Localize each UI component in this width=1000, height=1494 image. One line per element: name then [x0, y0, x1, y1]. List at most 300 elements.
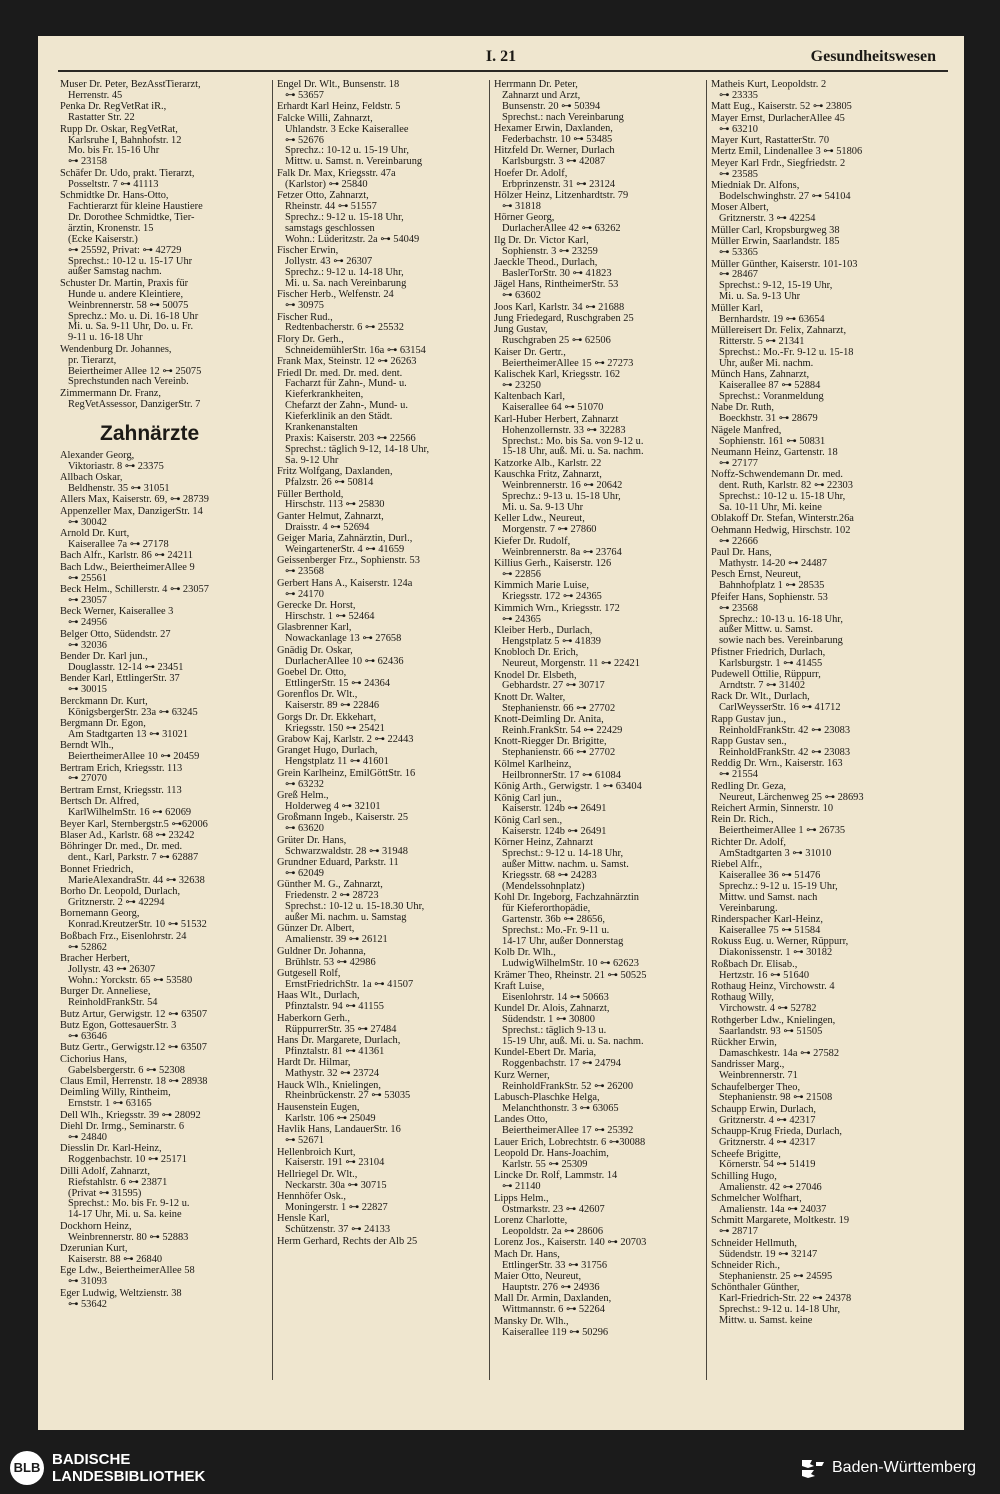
directory-entry: [494, 80, 702, 124]
entry-name: Kolb Dr. Wlh.,: [494, 947, 556, 959]
entry-name: Berndt Wlh.,: [60, 740, 114, 752]
entry-detail: ⊶ 53365: [719, 247, 758, 259]
entry-name: Ege Ldw., BeiertheimerAllee 58: [60, 1265, 195, 1277]
entry-name: Reichert Armin, Sinnerstr. 10: [711, 802, 834, 814]
entry-name: Geiger Maria, Zahnärztin, Durl.,: [277, 533, 413, 545]
entry-detail: Kieferkrankheiten,: [285, 389, 364, 401]
entry-detail: ⊶ 27177: [719, 457, 758, 469]
directory-entry: [494, 1238, 702, 1249]
entry-name: Haas Wlt., Durlach,: [277, 990, 360, 1002]
entry-detail: Wohn.: Yorckstr. 65 ⊶ 53580: [68, 974, 193, 986]
entry-name: Riebel Alfr.,: [711, 858, 763, 870]
directory-entry: [711, 593, 919, 648]
entry-name: Kundel Dr. Alois, Zahnarzt,: [494, 1003, 610, 1015]
entry-name: Killius Gerh., Kaiserstr. 126: [494, 557, 612, 569]
directory-entry: [60, 1088, 268, 1110]
directory-entry: [60, 451, 268, 473]
directory-entry: [277, 690, 485, 712]
entry-detail: Stephanienstr. 25 ⊶ 24595: [719, 1270, 833, 1282]
entry-detail: Kieferklinik an den Städt.: [285, 411, 393, 423]
entry-name: Fischer Rud.,: [277, 311, 333, 323]
directory-entry: [494, 1138, 702, 1149]
entry-detail: Mi. u. Sa. 9-13 Uhr: [502, 501, 584, 513]
directory-entry: [711, 993, 919, 1015]
entry-name: Fetzer Otto, Zahnarzt,: [277, 190, 369, 202]
entry-detail: Stephanienstr. 66 ⊶ 27702: [502, 702, 616, 714]
library-logo-icon[interactable]: BLB: [10, 1451, 44, 1485]
entry-detail: Ruschgraben 25 ⊶ 62506: [502, 335, 611, 347]
entry-name: Füller Berthold,: [277, 488, 344, 500]
entry-name: Joos Karl, Karlstr. 34 ⊶ 21688: [494, 301, 625, 313]
entry-detail: Karlsburgstr. 3 ⊶ 42087: [502, 156, 606, 168]
directory-entry: [494, 1294, 702, 1316]
entry-detail: ⊶ 30015: [68, 684, 107, 696]
directory-entry: [494, 470, 702, 514]
directory-entry: [711, 1172, 919, 1194]
directory-entry: [494, 559, 702, 581]
entry-name: Knobloch Dr. Erich,: [494, 647, 579, 659]
directory-entry: [494, 146, 702, 168]
entry-name: Miedniak Dr. Alfons,: [711, 180, 800, 192]
entry-detail: Mittw. und Samst. nach: [719, 891, 818, 903]
entry-name: Bergmann Dr. Egon,: [60, 717, 146, 729]
entry-name: Gutgesell Rolf,: [277, 968, 341, 979]
entry-name: Kurz Werner,: [494, 1069, 550, 1081]
directory-entry: [277, 512, 485, 534]
directory-entry: [494, 1194, 702, 1216]
entry-detail: ⊶ 25592, Privat: ⊶ 42729: [68, 244, 182, 256]
directory-entry: [277, 924, 485, 946]
entry-detail: Karlstr. 55 ⊶ 25309: [502, 1158, 588, 1170]
entry-detail: DurlacherAllee 42 ⊶ 63262: [502, 223, 621, 235]
library-name[interactable]: [52, 1451, 205, 1485]
directory-entry: [277, 1237, 485, 1248]
directory-entry: [277, 813, 485, 835]
entry-name: Glasbrenner Karl,: [277, 622, 352, 634]
entry-name: Rothaug Willy,: [711, 992, 774, 1004]
entry-name: Boßbach Frz., Eisenlohrstr. 24: [60, 930, 187, 942]
entry-detail: Südendstr. 1 ⊶ 30800: [502, 1014, 595, 1026]
directory-entry: [277, 623, 485, 645]
entry-name: Butz Artur, Gerwigstr. 12 ⊶ 63507: [60, 1008, 208, 1020]
entry-detail: Ernststr. 1 ⊶ 63165: [68, 1098, 152, 1110]
entry-detail: Ostmarkstr. 23 ⊶ 42607: [502, 1203, 605, 1215]
column-1: [60, 80, 268, 1380]
entry-name: Landes Otto,: [494, 1114, 548, 1126]
entry-name: Redling Dr. Geza,: [711, 780, 787, 792]
directory-entry: [60, 80, 268, 102]
entry-name: Kalischek Karl, Kriegsstr. 162: [494, 369, 621, 381]
entry-name: Hausenstein Eugen,: [277, 1101, 360, 1113]
entry-detail: Südendstr. 19 ⊶ 32147: [719, 1248, 818, 1260]
entry-name: Lorenz Jos., Kaiserstr. 140 ⊶ 20703: [494, 1237, 647, 1249]
directory-entry: [711, 159, 919, 181]
entry-detail: ⊶ 53642: [68, 1298, 107, 1310]
entry-name: Kimmich Wrn., Kriegsstr. 172: [494, 602, 620, 614]
entry-detail: Stephanienstr. 98 ⊶ 21508: [719, 1092, 833, 1104]
entry-detail: Neckarstr. 30a ⊶ 30715: [285, 1179, 387, 1191]
entry-name: Geissenberger Frz., Sophienstr. 53: [277, 555, 420, 567]
entry-detail: Mo. bis Fr. 15-16 Uhr: [68, 145, 160, 157]
directory-entry: [711, 648, 919, 670]
directory-entry: [711, 426, 919, 448]
entry-detail: Karlsruhe I, Bahnhofstr. 12: [68, 134, 182, 146]
entry-name: Rein Dr. Rich.,: [711, 814, 774, 826]
directory-entry: [277, 1192, 485, 1214]
entry-name: Grabow Kaj, Karlstr. 2 ⊶ 22443: [277, 733, 414, 745]
entry-detail: Mi. u. Sa. 9-11 Uhr, Do. u. Fr.: [68, 321, 194, 333]
directory-entry: [277, 556, 485, 578]
entry-detail: BeiertheimerAllee 10 ⊶ 20459: [68, 751, 200, 763]
directory-entry: [277, 836, 485, 858]
entry-name: Kauschka Fritz, Zahnarzt,: [494, 469, 602, 481]
entry-detail: ⊶ 52676: [285, 134, 324, 146]
entry-name: Nägele Manfred,: [711, 424, 782, 436]
entry-detail: MarieAlexandraStr. 44 ⊶ 32638: [68, 874, 205, 886]
entry-name: Arnold Dr. Kurt,: [60, 528, 130, 540]
directory-entry: [494, 392, 702, 414]
directory-entry: [60, 909, 268, 931]
entry-detail: ⊶ 22666: [719, 535, 758, 547]
entry-name: Hörner Georg,: [494, 212, 555, 224]
entry-detail: 14-17 Uhr, außer Donnerstag: [502, 935, 624, 947]
entry-name: Bertram Erich, Kriegsstr. 113: [60, 762, 183, 774]
entry-name: Rothgerber Ldw., Knielingen,: [711, 1014, 836, 1026]
entry-name: Bach Ldw., BeiertheimerAllee 9: [60, 561, 195, 573]
entry-detail: Ritterstr. 5 ⊶ 21341: [719, 335, 805, 347]
directory-entry: [711, 982, 919, 993]
entry-name: Lorenz Charlotte,: [494, 1214, 568, 1226]
entry-detail: ReinholdFrankStr. 42 ⊶ 23083: [719, 746, 851, 758]
directory-entry: [60, 764, 268, 786]
entry-detail: ⊶ 23250: [502, 379, 541, 391]
entry-detail: Sa. 9-12 Uhr: [285, 454, 339, 466]
entry-detail: BeiertheimerAllee 1 ⊶ 26735: [719, 825, 846, 837]
entry-name: Jung Friedegard, Ruschgraben 25: [494, 313, 634, 325]
column-2: [277, 80, 485, 1380]
entry-name: Diehl Dr. Irmg., Seminarstr. 6: [60, 1121, 185, 1133]
entry-detail: außer Mi. nachm. u. Samstag: [285, 911, 407, 923]
entry-name: Schmidtke Dr. Hans-Otto,: [60, 190, 169, 202]
entry-detail: Sprechz.: 9-12 u. 15-18 Uhr,: [285, 211, 404, 223]
page-header: [38, 48, 964, 72]
entry-detail: ReinholdFrankStr. 52 ⊶ 26200: [502, 1080, 634, 1092]
entry-detail: Moningerstr. 1 ⊶ 22827: [285, 1202, 388, 1214]
entry-name: Hardt Dr. Hilmar,: [277, 1057, 351, 1069]
directory-entry: [494, 671, 702, 693]
directory-entry: [711, 526, 919, 548]
entry-detail: Vereinbarung.: [719, 902, 778, 914]
entry-detail: Hohenzollernstr. 33 ⊶ 32283: [502, 424, 626, 436]
directory-entry: [60, 1167, 268, 1222]
entry-name: Schaupp Erwin, Durlach,: [711, 1103, 817, 1115]
entry-name: Diesslin Dr. Karl-Heinz,: [60, 1143, 162, 1155]
directory-entry: [60, 831, 268, 842]
directory-entry: [494, 348, 702, 370]
entry-name: Nabe Dr. Ruth,: [711, 402, 774, 414]
entry-detail: samstags geschlossen: [285, 222, 375, 234]
directory-entry: [277, 746, 485, 768]
entry-name: Rinderspacher Karl-Heinz,: [711, 913, 823, 925]
entry-name: Pfistner Friedrich, Durlach,: [711, 646, 826, 658]
directory-entry: [494, 971, 702, 982]
entry-detail: Rheinstr. 44 ⊶ 51557: [285, 200, 377, 212]
directory-entry: [60, 842, 268, 864]
directory-entry: [277, 114, 485, 169]
entry-name: Butz Gertr., Gerwigstr.12 ⊶ 63507: [60, 1042, 207, 1054]
entry-detail: Praxis: Kaiserstr. 203 ⊶ 22566: [285, 433, 416, 444]
entry-name: Hauck Wlh., Knielingen,: [277, 1079, 381, 1091]
entry-detail: ⊶ 24365: [502, 613, 541, 625]
directory-entry: [494, 782, 702, 793]
entry-detail: Schützenstr. 37 ⊶ 24133: [285, 1224, 391, 1236]
entry-name: Knott-Riegger Dr. Brigitte,: [494, 736, 607, 748]
directory-entry: [494, 648, 702, 670]
entry-name: Schilling Hugo,: [711, 1170, 777, 1182]
entry-detail: AmStadtgarten 3 ⊶ 31010: [719, 847, 832, 859]
entry-name: Müller Karl,: [711, 302, 763, 314]
directory-entry: [277, 991, 485, 1013]
entry-detail: Sprechst.: 10-12 u. 15-17 Uhr: [68, 255, 193, 267]
entry-detail: Wittmannstr. 6 ⊶ 52264: [502, 1304, 605, 1316]
entry-name: Richter Dr. Adolf,: [711, 836, 787, 848]
entry-detail: Pfinztalstr. 94 ⊶ 41155: [285, 1001, 384, 1013]
directory-entry: [711, 114, 919, 136]
entry-detail: ⊶ 30042: [68, 516, 107, 528]
directory-entry: [277, 858, 485, 880]
entry-name: Hitzfeld Dr. Werner, Durlach: [494, 145, 615, 157]
directory-entry: [60, 495, 268, 506]
entry-name: Borho Dr. Leopold, Durlach,: [60, 886, 181, 898]
directory-entry: [711, 1150, 919, 1172]
entry-detail: Roggenbachstr. 10 ⊶ 25171: [68, 1154, 187, 1166]
directory-entry: [60, 507, 268, 529]
entry-detail: Karlstr. 106 ⊶ 25049: [285, 1112, 376, 1124]
entry-detail: Virchowstr. 4 ⊶ 52782: [719, 1003, 817, 1015]
entry-name: Gerbert Hans A., Kaiserstr. 124a: [277, 577, 413, 589]
entry-detail: Kaiserstr. 124b ⊶ 26491: [502, 803, 607, 815]
entry-detail: Krankenanstalten: [285, 422, 358, 434]
entry-detail: ⊶ 63210: [719, 123, 758, 135]
entry-detail: ⊶ 21554: [719, 769, 758, 781]
directory-entry: [711, 737, 919, 759]
directory-entry: [60, 169, 268, 191]
library-name-line-2: LANDESBIBLIOTHEK: [52, 1468, 206, 1485]
entry-name: Rothaug Heinz, Virchowstr. 4: [711, 980, 835, 992]
directory-entry: [277, 713, 485, 735]
directory-entry: [494, 1250, 702, 1272]
entry-detail: Hauptstr. 276 ⊶ 24936: [502, 1281, 600, 1293]
directory-entry: [494, 1171, 702, 1193]
entry-detail: Viktoriastr. 8 ⊶ 23375: [68, 460, 164, 472]
entry-detail: EttlingerStr. 15 ⊶ 24364: [285, 677, 391, 689]
entry-detail: Sprechst.: Mo. bis Fr. 9-12 u.: [68, 1198, 190, 1210]
directory-entry: [711, 937, 919, 959]
entry-detail: Hertzstr. 16 ⊶ 51640: [719, 969, 810, 981]
entry-name: Beyer Karl, Sternbergstr.5 ⊶62006: [60, 818, 208, 830]
entry-name: Hensle Karl,: [277, 1213, 330, 1225]
directory-entry: [494, 124, 702, 146]
entry-name: Greß Helm.,: [277, 790, 329, 801]
entry-name: Kölmel Karlheinz,: [494, 758, 572, 770]
entry-name: Kundel-Ebert Dr. Maria,: [494, 1047, 597, 1059]
entry-detail: Weinbrennerstr. 16 ⊶ 20642: [502, 480, 623, 492]
entry-detail: Melanchthonstr. 3 ⊶ 63065: [502, 1102, 619, 1114]
directory-entry: [60, 786, 268, 797]
directory-entry: [277, 735, 485, 746]
directory-entry: [494, 982, 702, 1004]
entry-name: Dell Wlh., Kriegsstr. 39 ⊶ 28092: [60, 1109, 201, 1121]
entry-name: Katzorke Alb., Karlstr. 22: [494, 457, 602, 469]
directory-entry: [60, 820, 268, 831]
directory-entry: [494, 1115, 702, 1137]
entry-name: Havlik Hans, LandauerStr. 16: [277, 1124, 401, 1136]
entry-name: Müller Erwin, Saarlandstr. 185: [711, 236, 840, 248]
entry-name: Pesch Ernst, Neureut,: [711, 569, 802, 581]
entry-detail: Neureut, Lärchenweg 25 ⊶ 28693: [719, 791, 864, 803]
entry-detail: (Ecke Kaiserstr.): [68, 233, 138, 245]
directory-entry: [60, 473, 268, 495]
directory-entry: [711, 514, 919, 525]
entry-name: Flory Dr. Gerh.,: [277, 333, 344, 345]
column-divider: [272, 80, 273, 1380]
entry-detail: 9-11 u. 16-18 Uhr: [68, 332, 143, 344]
entry-name: Schaupp-Krug Frieda, Durlach,: [711, 1126, 842, 1138]
entry-detail: Kriegsstr. 150 ⊶ 25421: [285, 722, 385, 734]
entry-detail: Hengstplatz 5 ⊶ 41839: [502, 635, 601, 647]
entry-detail: Beiertheimer Allee 12 ⊶ 25075: [68, 365, 202, 377]
directory-entry: [711, 102, 919, 113]
state-name[interactable]: Baden-Württemberg: [832, 1459, 977, 1476]
entry-detail: Sprechst.: täglich 9-12, 14-18 Uhr,: [285, 443, 430, 455]
entry-detail: sowie nach bes. Vereinbarung: [719, 635, 843, 647]
directory-entry: [60, 652, 268, 674]
entry-detail: (Mendelssohnplatz): [502, 880, 585, 892]
entry-name: Maier Otto, Neureut,: [494, 1270, 582, 1282]
directory-entry: [711, 1105, 919, 1127]
entry-detail: 15-19 Uhr, auß. Mi. u. Sa. nachm.: [502, 1035, 644, 1047]
entry-detail: Beldhenstr. 35 ⊶ 31051: [68, 482, 170, 494]
directory-entry: [277, 880, 485, 924]
entry-name: Goebel Dr. Otto,: [277, 667, 347, 679]
entry-name: Matt Eug., Kaiserstr. 52 ⊶ 23805: [711, 101, 852, 113]
entry-name: Hellenbroich Kurt,: [277, 1146, 356, 1158]
entry-detail: Kaiserallee 87 ⊶ 52884: [719, 379, 821, 391]
entry-name: Mach Dr. Hans,: [494, 1248, 560, 1260]
directory-entry: [494, 280, 702, 302]
entry-name: Schönthaler Günther,: [711, 1282, 800, 1294]
entry-name: Dockhorn Heinz,: [60, 1220, 132, 1232]
entry-name: Scheefe Brigitte,: [711, 1148, 781, 1160]
entry-detail: Sprechst.: Voranmeldung: [719, 390, 824, 402]
entry-detail: Wohn.: Lüderitzstr. 2a ⊶ 54049: [285, 233, 420, 245]
entry-detail: Am Stadtgarten 13 ⊶ 31021: [68, 728, 189, 740]
directory-entry: [60, 1244, 268, 1266]
directory-entry: [711, 915, 919, 937]
entry-name: Rückher Erwin,: [711, 1036, 777, 1048]
entry-name: Bracher Herbert,: [60, 952, 130, 964]
directory-entry: [711, 203, 919, 225]
entry-name: Schmitt Margarete, Moltkestr. 19: [711, 1215, 850, 1227]
directory-entry: [277, 1148, 485, 1170]
directory-entry: [711, 715, 919, 737]
entry-detail: Gritznerstr. 3 ⊶ 42254: [719, 213, 816, 225]
directory-entry: [494, 537, 702, 559]
directory-entry: [711, 403, 919, 425]
entry-detail: Kaiserstr. 89 ⊶ 22846: [285, 700, 380, 712]
entry-detail: (Privat ⊶ 31595): [68, 1187, 142, 1199]
entry-detail: Kriegsstr. 172 ⊶ 24365: [502, 591, 602, 603]
entry-name: Gerecke Dr. Horst,: [277, 600, 356, 612]
entry-detail: Sprechst.: 9-12 u. 14-18 Uhr,: [719, 1304, 841, 1316]
directory-entry: [277, 969, 485, 991]
section-title: Gesundheitswesen: [810, 48, 936, 65]
directory-entry: [494, 415, 702, 459]
entry-detail: Pfalzstr. 26 ⊶ 50814: [285, 477, 374, 489]
entry-detail: Rheinbrückenstr. 27 ⊶ 53035: [285, 1090, 411, 1102]
entry-detail: Sprechst.: täglich 9-13 u.: [502, 1025, 607, 1037]
directory-entry: [60, 345, 268, 389]
entry-detail: Bunsenstr. 20 ⊶ 50394: [502, 100, 601, 112]
directory-entry: [494, 213, 702, 235]
directory-entry: [60, 887, 268, 909]
entry-detail: Kaiserstr. 124b ⊶ 26491: [502, 825, 607, 837]
entry-name: Hennhöfer Osk.,: [277, 1191, 346, 1203]
entry-detail: BeiertheimerAllee 15 ⊶ 27273: [502, 357, 634, 369]
entry-name: Jung Gustav,: [494, 324, 548, 336]
directory-entry: [711, 470, 919, 514]
directory-entry: [711, 1016, 919, 1038]
directory-entry: [277, 769, 485, 791]
entry-name: Großmann Ingeb., Kaiserstr. 25: [277, 812, 409, 824]
entry-detail: Kriegsstr. 68 ⊶ 24283: [502, 869, 597, 881]
entry-detail: Sprechz.: 9-13 u. 15-18 Uhr,: [502, 491, 621, 503]
entry-detail: Weinbrennerstr. 71: [719, 1070, 798, 1082]
directory-entry: [60, 674, 268, 696]
entry-detail: Mathystr. 32 ⊶ 23724: [285, 1068, 380, 1080]
entry-name: Friedl Dr. med. Dr. med. dent.: [277, 367, 403, 379]
entry-detail: Chefarzt der Zahn-, Mund- u.: [285, 400, 408, 412]
entry-detail: Posseltstr. 7 ⊶ 41113: [68, 178, 159, 190]
entry-detail: Sprechz.: 9-12 u. 15-19 Uhr,: [719, 880, 838, 892]
entry-name: Rapp Gustav jun.,: [711, 713, 787, 725]
entry-detail: ⊶ 63232: [285, 778, 324, 790]
entry-detail: KarlWilhelmStr. 16 ⊶ 62069: [68, 807, 192, 819]
entry-name: Rapp Gustav sen.,: [711, 735, 787, 747]
entry-detail: Kaiserstr. 191 ⊶ 23104: [285, 1157, 385, 1169]
directory-entry: [711, 1216, 919, 1238]
entry-name: Mertz Emil, Lindenallee 3 ⊶ 51806: [711, 146, 863, 158]
directory-entry: [494, 1317, 702, 1339]
entry-name: Jaeckle Theod., Durlach,: [494, 257, 598, 268]
entry-name: Rack Dr. Wlt., Durlach,: [711, 691, 810, 703]
entry-detail: BeiertheimerAllee 17 ⊶ 25392: [502, 1125, 634, 1137]
directory-columns: [60, 80, 948, 1380]
directory-entry: [494, 169, 702, 191]
entry-name: Haberkorn Gerh.,: [277, 1012, 350, 1024]
entry-detail: Neureut, Morgenstr. 11 ⊶ 22421: [502, 658, 640, 670]
entry-name: Labusch-Plaschke Helga,: [494, 1091, 600, 1103]
entry-detail: Reinh.FrankStr. 54 ⊶ 22429: [502, 725, 623, 737]
entry-detail: HeilbronnerStr. 17 ⊶ 61084: [502, 769, 621, 781]
directory-entry: [277, 1081, 485, 1103]
entry-name: Kiefer Dr. Rudolf,: [494, 535, 571, 547]
directory-entry: [711, 960, 919, 982]
entry-name: Hexamer Erwin, Daxlanden,: [494, 123, 613, 135]
directory-entry: [711, 370, 919, 403]
directory-entry: [711, 759, 919, 781]
entry-detail: Dr. Dorothee Schmidtke, Tier-: [68, 211, 195, 223]
